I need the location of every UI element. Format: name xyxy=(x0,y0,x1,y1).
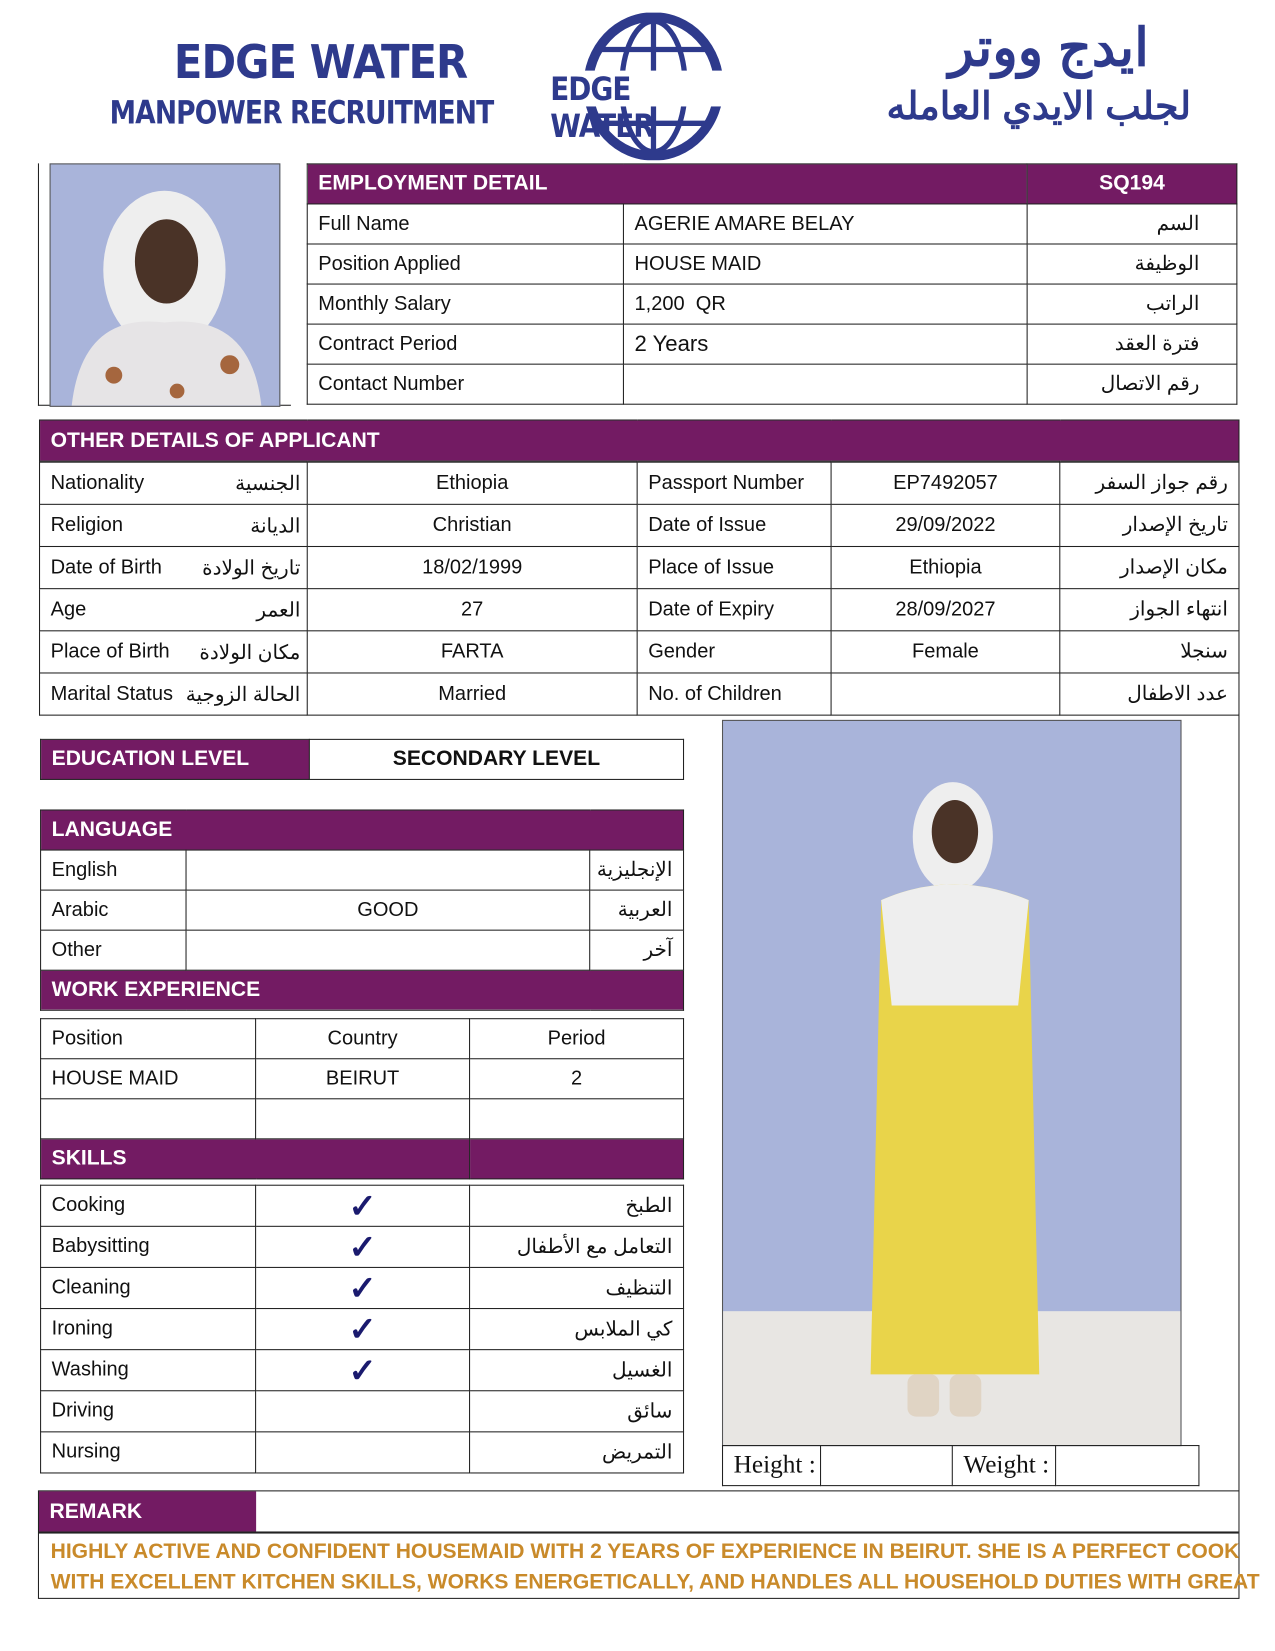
table-row xyxy=(41,1350,684,1391)
label-cell xyxy=(40,631,308,673)
language-title: LANGUAGE xyxy=(41,810,684,850)
column-header: Country xyxy=(256,1019,470,1059)
label-ar: مكان الولادة xyxy=(199,641,301,664)
employment-detail-table xyxy=(307,163,1238,404)
checkmark-icon: ✓ xyxy=(348,1186,377,1225)
label-ar: السم xyxy=(1027,204,1237,244)
other-details-title: OTHER DETAILS OF APPLICANT xyxy=(40,420,1239,461)
label-cell xyxy=(40,546,308,588)
table-row xyxy=(40,462,1239,504)
value: Ethiopia xyxy=(831,546,1060,588)
label-ar: العمر xyxy=(256,599,301,622)
label: Marital Status xyxy=(50,682,174,705)
checkmark-icon xyxy=(256,1350,470,1391)
label: Full Name xyxy=(307,204,623,244)
label-ar: الغسيل xyxy=(470,1350,684,1391)
table-row xyxy=(41,1267,684,1308)
position-cell xyxy=(41,1099,256,1139)
period-cell xyxy=(470,1099,684,1139)
label-ar: مكان الإصدار xyxy=(1060,546,1239,588)
checkmark-icon: ✓ xyxy=(348,1269,377,1307)
value: Christian xyxy=(307,504,637,546)
skills-header-blank xyxy=(470,1139,684,1179)
frame-line xyxy=(1238,714,1239,1492)
table-row xyxy=(41,890,684,930)
remark-box xyxy=(38,1490,1260,1599)
education-title: EDUCATION LEVEL xyxy=(41,739,310,779)
position-cell: HOUSE MAID xyxy=(41,1059,256,1099)
language-name: Arabic xyxy=(41,890,186,930)
label-ar: التمريض xyxy=(470,1432,684,1473)
table-row xyxy=(307,244,1237,284)
education-table xyxy=(40,739,684,780)
label: Age xyxy=(50,598,87,621)
label: Position Applied xyxy=(307,244,623,284)
table-row xyxy=(40,504,1239,546)
divider xyxy=(39,1531,1238,1533)
reference-code: SQ194 xyxy=(1027,164,1237,204)
label-ar: الديانة xyxy=(250,514,301,538)
label: Nationality xyxy=(50,471,145,494)
value: Married xyxy=(307,673,637,715)
value: 28/09/2027 xyxy=(831,589,1060,631)
label-ar: التعامل مع الأطفال xyxy=(470,1226,684,1267)
label-cell xyxy=(40,462,308,504)
weight-value xyxy=(1056,1446,1199,1486)
skill-name: Ironing xyxy=(41,1309,256,1350)
height-label: Height : xyxy=(723,1446,821,1486)
value: EP7492057 xyxy=(831,462,1060,504)
empty-check-cell xyxy=(256,1432,470,1473)
label: No. of Children xyxy=(637,673,831,715)
applicant-full-photo xyxy=(722,720,1182,1446)
table-row xyxy=(40,546,1239,588)
label: Place of Issue xyxy=(637,546,831,588)
label: Religion xyxy=(50,513,123,536)
checkmark-icon: ✓ xyxy=(348,1227,377,1266)
company-tagline-en: MANPOWER RECRUITMENT xyxy=(109,94,494,132)
globe-logo xyxy=(548,13,759,161)
checkmark-icon xyxy=(256,1226,470,1267)
skills-table xyxy=(40,1185,684,1474)
remark-line-1: HIGHLY ACTIVE AND CONFIDENT HOUSEMAID WITH 2 YEARS OF EXPERIENCE IN BEIRUT. SHE IS A PERFECT COOK xyxy=(50,1539,1240,1564)
label-ar: عدد الاطفال xyxy=(1060,673,1239,715)
label-ar: العربية xyxy=(590,890,684,930)
table-row xyxy=(307,364,1237,404)
skills-title: SKILLS xyxy=(41,1139,470,1179)
empty-check-cell xyxy=(256,1391,470,1432)
full-name-value: AGERIE AMARE BELAY xyxy=(623,204,1027,244)
skill-name: Washing xyxy=(41,1350,256,1391)
label: Gender xyxy=(637,631,831,673)
label-ar: الإنجليزية xyxy=(590,850,684,890)
label: Date of Expiry xyxy=(637,589,831,631)
person-icon xyxy=(51,164,280,405)
label-ar: الجنسية xyxy=(235,472,301,495)
label-cell xyxy=(40,673,308,715)
label-ar: كي الملابس xyxy=(470,1309,684,1350)
label-ar: سنجلا xyxy=(1060,631,1239,673)
label: Passport Number xyxy=(637,462,831,504)
value: 29/09/2022 xyxy=(831,504,1060,546)
salary-value: 1,200 QR xyxy=(623,284,1027,324)
language-level xyxy=(186,850,590,890)
table-row xyxy=(40,589,1239,631)
label-ar: سائق xyxy=(470,1391,684,1432)
skill-name: Cooking xyxy=(41,1185,256,1226)
table-row xyxy=(307,324,1237,364)
contract-value: 2 Years xyxy=(623,324,1027,364)
label-cell xyxy=(40,504,308,546)
skill-name: Nursing xyxy=(41,1432,256,1473)
table-header-row xyxy=(41,1019,684,1059)
checkmark-icon xyxy=(256,1185,470,1226)
language-name: English xyxy=(41,850,186,890)
label-ar: الطبخ xyxy=(470,1185,684,1226)
contact-value xyxy=(623,364,1027,404)
label-ar: التنظيف xyxy=(470,1267,684,1308)
language-level: GOOD xyxy=(186,890,590,930)
frame-line xyxy=(38,163,39,405)
label-ar: الراتب xyxy=(1027,284,1237,324)
country-cell: BEIRUT xyxy=(256,1059,470,1099)
checkmark-icon: ✓ xyxy=(348,1351,377,1390)
label-ar: رقم جواز السفر xyxy=(1060,462,1239,504)
label: Date of Birth xyxy=(50,555,162,579)
skill-name: Driving xyxy=(41,1391,256,1432)
company-name-en: EDGE WATER xyxy=(173,35,468,90)
label-ar: آخر xyxy=(590,930,684,970)
label-ar: الحالة الزوجية xyxy=(185,683,301,706)
label-ar: فترة العقد xyxy=(1027,324,1237,364)
value: 27 xyxy=(307,589,637,631)
person-icon xyxy=(723,721,1180,1445)
country-cell xyxy=(256,1099,470,1139)
table-row xyxy=(40,631,1239,673)
skill-name: Babysitting xyxy=(41,1226,256,1267)
logo-text: EDGE WATER xyxy=(550,71,654,146)
label: Contract Period xyxy=(307,324,623,364)
value: Ethiopia xyxy=(307,462,637,504)
table-row xyxy=(40,673,1239,715)
measurements-table xyxy=(722,1445,1199,1486)
height-value xyxy=(821,1446,953,1486)
skill-name: Cleaning xyxy=(41,1267,256,1308)
company-tagline-ar: لجلب الايدي العامله xyxy=(886,84,1192,128)
column-header: Period xyxy=(470,1019,684,1059)
language-name: Other xyxy=(41,930,186,970)
period-cell: 2 xyxy=(470,1059,684,1099)
work-experience-title: WORK EXPERIENCE xyxy=(41,970,684,1010)
table-row xyxy=(41,1099,684,1139)
weight-label: Weight : xyxy=(952,1446,1055,1486)
work-experience-table xyxy=(40,1018,684,1179)
applicant-portrait-photo xyxy=(50,163,281,406)
value: 18/02/1999 xyxy=(307,546,637,588)
company-name-ar: ايدج ووتر xyxy=(948,17,1149,77)
label: Monthly Salary xyxy=(307,284,623,324)
label-ar: رقم الاتصال xyxy=(1027,364,1237,404)
education-value: SECONDARY LEVEL xyxy=(309,739,683,779)
table-row xyxy=(307,204,1237,244)
table-row xyxy=(41,1185,684,1226)
table-row xyxy=(41,1059,684,1099)
value: FARTA xyxy=(307,631,637,673)
column-header: Position xyxy=(41,1019,256,1059)
label: Date of Issue xyxy=(637,504,831,546)
label-ar: تاريخ الولادة xyxy=(202,557,301,580)
label: Contact Number xyxy=(307,364,623,404)
language-table xyxy=(40,809,684,1010)
label-ar: الوظيفة xyxy=(1027,244,1237,284)
checkmark-icon xyxy=(256,1267,470,1308)
label-ar: تاريخ الإصدار xyxy=(1060,504,1239,546)
table-row xyxy=(41,1226,684,1267)
label-cell xyxy=(40,589,308,631)
table-row xyxy=(41,1391,684,1432)
other-details-table xyxy=(39,419,1240,461)
value: Female xyxy=(831,631,1060,673)
value xyxy=(831,673,1060,715)
position-value: HOUSE MAID xyxy=(623,244,1027,284)
table-row xyxy=(41,850,684,890)
checkmark-icon xyxy=(256,1309,470,1350)
remark-line-2: WITH EXCELLENT KITCHEN SKILLS, WORKS ENERGETICALLY, AND HANDLES ALL HOUSEHOLD DUTIES WITH GREAT xyxy=(50,1570,1260,1594)
table-row xyxy=(307,284,1237,324)
employment-detail-title: EMPLOYMENT DETAIL xyxy=(307,164,1027,204)
table-row xyxy=(41,930,684,970)
other-details-rows xyxy=(39,462,1240,716)
checkmark-icon: ✓ xyxy=(348,1310,377,1349)
table-row xyxy=(41,1432,684,1473)
language-level xyxy=(186,930,590,970)
label-ar: انتهاء الجواز xyxy=(1060,589,1239,631)
table-row xyxy=(41,1309,684,1350)
remark-title: REMARK xyxy=(39,1491,256,1531)
label: Place of Birth xyxy=(50,640,170,663)
